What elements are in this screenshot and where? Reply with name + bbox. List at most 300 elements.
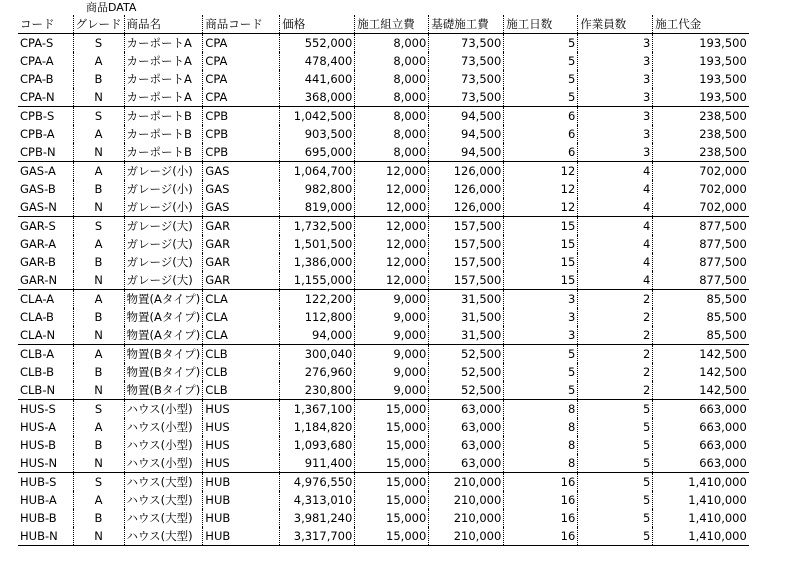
code-cell[interactable]: HUB-N	[18, 527, 73, 546]
grade-cell[interactable]: S	[73, 107, 124, 126]
product-code-cell[interactable]: HUS	[203, 436, 280, 454]
product-code-cell[interactable]: CLA	[203, 308, 280, 326]
assembly-fee-cell[interactable]: 8,000	[355, 143, 429, 162]
product-name-cell[interactable]: 物置(Bタイプ)	[124, 363, 203, 381]
price-cell[interactable]: 1,386,000	[280, 253, 355, 271]
table-row	[18, 125, 749, 143]
code-cell[interactable]: CPB-N	[20, 145, 56, 159]
header-cell[interactable]: 施工代金	[653, 15, 749, 34]
workers-cell[interactable]: 4	[578, 235, 653, 253]
construction-cost-cell[interactable]: 193,500	[653, 88, 749, 107]
table-row	[18, 34, 749, 53]
header-cell[interactable]: 商品名	[124, 15, 203, 34]
assembly-fee-cell[interactable]: 12,000	[355, 271, 429, 290]
grade-cell[interactable]: B	[73, 180, 124, 198]
workers-cell[interactable]: 3	[578, 52, 653, 70]
grade-cell[interactable]: S	[73, 400, 124, 419]
product-name-cell[interactable]: カーポートB	[124, 143, 203, 162]
price-cell[interactable]: 3,317,700	[280, 527, 355, 546]
work-days-cell[interactable]: 12	[504, 162, 578, 181]
construction-cost-cell[interactable]: 238,500	[653, 107, 749, 126]
construction-cost-cell[interactable]: 142,500	[653, 381, 749, 400]
work-days-cell[interactable]: 6	[504, 125, 578, 143]
assembly-fee-cell[interactable]: 12,000	[355, 180, 429, 198]
product-code-cell[interactable]: HUS	[203, 454, 280, 473]
workers-cell[interactable]: 2	[578, 308, 653, 326]
price-cell[interactable]: 1,184,820	[280, 418, 355, 436]
construction-cost-cell[interactable]: 85,500	[653, 308, 749, 326]
foundation-fee-cell[interactable]: 73,500	[429, 70, 504, 88]
code-cell[interactable]: CPA-N	[20, 90, 55, 104]
product-name-cell[interactable]: ガレージ(小)	[124, 198, 203, 217]
foundation-fee-cell[interactable]: 63,000	[429, 436, 504, 454]
price-cell[interactable]: 1,732,500	[280, 217, 355, 236]
workers-cell[interactable]: 4	[578, 217, 653, 236]
construction-cost-cell[interactable]: 1,410,000	[653, 509, 749, 527]
product-name-cell[interactable]: ハウス(大型)	[124, 491, 203, 509]
foundation-fee-cell[interactable]: 63,000	[429, 454, 504, 473]
code-cell[interactable]: HUS-N	[20, 456, 58, 470]
price-cell[interactable]: 903,500	[280, 125, 355, 143]
construction-cost-cell[interactable]: 877,500	[653, 235, 749, 253]
table-row	[18, 271, 749, 290]
construction-cost-cell[interactable]: 142,500	[653, 345, 749, 364]
product-code-cell[interactable]: CPA	[203, 34, 280, 53]
workers-cell[interactable]: 4	[578, 162, 653, 181]
header-cell[interactable]: 施工組立費	[355, 15, 429, 34]
product-code-cell[interactable]: GAS	[203, 162, 280, 181]
assembly-fee-cell[interactable]: 8,000	[355, 107, 429, 126]
workers-cell[interactable]: 3	[578, 70, 653, 88]
construction-cost-cell[interactable]: 877,500	[653, 217, 749, 236]
product-name-cell[interactable]: カーポートA	[124, 70, 203, 88]
table-row	[18, 527, 749, 546]
foundation-fee-cell[interactable]: 94,500	[429, 143, 504, 162]
table-row	[18, 491, 749, 509]
foundation-fee-cell[interactable]: 157,500	[429, 235, 504, 253]
foundation-fee-cell[interactable]: 94,500	[429, 125, 504, 143]
grade-cell[interactable]: N	[73, 454, 124, 473]
workers-cell[interactable]: 5	[578, 473, 653, 492]
construction-cost-cell[interactable]: 142,500	[653, 363, 749, 381]
construction-cost-cell[interactable]: 85,500	[653, 326, 749, 345]
foundation-fee-cell[interactable]: 210,000	[429, 527, 504, 546]
product-name-cell[interactable]: ガレージ(小)	[124, 162, 203, 181]
foundation-fee-cell[interactable]: 73,500	[429, 88, 504, 107]
grade-cell[interactable]: B	[73, 308, 124, 326]
product-name-cell[interactable]: 物置(Aタイプ)	[124, 308, 203, 326]
workers-cell[interactable]: 3	[578, 107, 653, 126]
assembly-fee-cell[interactable]: 8,000	[355, 34, 429, 53]
construction-cost-cell[interactable]: 193,500	[653, 70, 749, 88]
workers-cell[interactable]: 4	[578, 198, 653, 217]
product-code-cell[interactable]: HUS	[203, 418, 280, 436]
work-days-cell[interactable]: 6	[504, 107, 578, 126]
work-days-cell[interactable]: 5	[504, 70, 578, 88]
product-code-cell[interactable]: CPA	[203, 70, 280, 88]
assembly-fee-cell[interactable]: 12,000	[355, 198, 429, 217]
work-days-cell[interactable]: 16	[504, 491, 578, 509]
foundation-fee-cell[interactable]: 31,500	[429, 308, 504, 326]
code-cell[interactable]: CPA-B	[20, 72, 54, 86]
foundation-fee-cell[interactable]: 126,000	[429, 162, 504, 181]
assembly-fee-cell[interactable]: 12,000	[355, 235, 429, 253]
grade-cell[interactable]: N	[73, 527, 124, 546]
price-cell[interactable]: 1,367,100	[280, 400, 355, 419]
assembly-fee-cell[interactable]: 12,000	[355, 217, 429, 236]
assembly-fee-cell[interactable]: 9,000	[355, 381, 429, 400]
header-cell[interactable]: コード	[18, 15, 73, 34]
construction-cost-cell[interactable]: 663,000	[653, 436, 749, 454]
price-cell[interactable]: 94,000	[280, 326, 355, 345]
product-name-cell[interactable]: ガレージ(小)	[124, 180, 203, 198]
product-code-cell[interactable]: HUB	[203, 509, 280, 527]
work-days-cell[interactable]: 5	[504, 381, 578, 400]
product-code-cell[interactable]: GAR	[203, 235, 280, 253]
work-days-cell[interactable]: 8	[504, 400, 578, 419]
foundation-fee-cell[interactable]: 52,500	[429, 381, 504, 400]
product-name-cell[interactable]: ガレージ(大)	[124, 217, 203, 236]
assembly-fee-cell[interactable]: 8,000	[355, 70, 429, 88]
price-cell[interactable]: 230,800	[280, 381, 355, 400]
assembly-fee-cell[interactable]: 8,000	[355, 125, 429, 143]
workers-cell[interactable]: 5	[578, 436, 653, 454]
price-cell[interactable]: 122,200	[280, 290, 355, 309]
product-code-cell[interactable]: CPA	[203, 88, 280, 107]
construction-cost-cell[interactable]: 85,500	[653, 290, 749, 309]
work-days-cell[interactable]: 3	[504, 326, 578, 345]
construction-cost-cell[interactable]: 702,000	[653, 198, 749, 217]
product-code-cell[interactable]: HUB	[203, 473, 280, 492]
foundation-fee-cell[interactable]: 126,000	[429, 180, 504, 198]
assembly-fee-cell[interactable]: 9,000	[355, 345, 429, 364]
workers-cell[interactable]: 5	[578, 491, 653, 509]
product-name-cell[interactable]: ハウス(小型)	[124, 418, 203, 436]
foundation-fee-cell[interactable]: 73,500	[429, 52, 504, 70]
assembly-fee-cell[interactable]: 9,000	[355, 363, 429, 381]
work-days-cell[interactable]: 5	[504, 88, 578, 107]
foundation-fee-cell[interactable]: 157,500	[429, 271, 504, 290]
grade-cell[interactable]: A	[73, 418, 124, 436]
work-days-cell[interactable]: 5	[504, 363, 578, 381]
price-cell[interactable]: 478,400	[280, 52, 355, 70]
product-name-cell[interactable]: カーポートA	[124, 88, 203, 107]
grade-cell[interactable]: N	[73, 198, 124, 217]
code-cell[interactable]: GAS-N	[20, 200, 57, 214]
product-code-cell[interactable]: CLB	[203, 363, 280, 381]
code-cell[interactable]: CLB-B	[20, 365, 54, 379]
table-row	[18, 198, 749, 217]
work-days-cell[interactable]: 15	[504, 271, 578, 290]
header-cell[interactable]: 商品コード	[203, 15, 280, 34]
price-cell[interactable]: 3,981,240	[280, 509, 355, 527]
work-days-cell[interactable]: 5	[504, 345, 578, 364]
assembly-fee-cell[interactable]: 12,000	[355, 253, 429, 271]
construction-cost-cell[interactable]: 1,410,000	[653, 473, 749, 492]
foundation-fee-cell[interactable]: 210,000	[429, 491, 504, 509]
table-row	[18, 235, 749, 253]
workers-cell[interactable]: 4	[578, 180, 653, 198]
workers-cell[interactable]: 2	[578, 290, 653, 309]
header-cell[interactable]: 基礎施工費	[429, 15, 504, 34]
price-cell[interactable]: 1,064,700	[280, 162, 355, 181]
product-name-cell[interactable]: ハウス(小型)	[124, 400, 203, 419]
product-code-cell[interactable]: CPB	[203, 143, 280, 162]
product-name-cell[interactable]: カーポートA	[124, 34, 203, 53]
product-code-cell[interactable]: GAR	[203, 271, 280, 290]
price-cell[interactable]: 368,000	[280, 88, 355, 107]
code-cell[interactable]: CPA-A	[20, 54, 54, 68]
product-code-cell[interactable]: GAR	[203, 253, 280, 271]
product-name-cell[interactable]: ハウス(小型)	[124, 436, 203, 454]
product-name-cell[interactable]: カーポートA	[124, 52, 203, 70]
workers-cell[interactable]: 2	[578, 326, 653, 345]
grade-cell[interactable]: A	[73, 491, 124, 509]
work-days-cell[interactable]: 16	[504, 509, 578, 527]
code-cell[interactable]: HUB-B	[20, 511, 57, 525]
product-name-cell[interactable]: カーポートB	[124, 107, 203, 126]
workers-cell[interactable]: 5	[578, 527, 653, 546]
assembly-fee-cell[interactable]: 15,000	[355, 491, 429, 509]
workers-cell[interactable]: 2	[578, 345, 653, 364]
price-cell[interactable]: 276,960	[280, 363, 355, 381]
workers-cell[interactable]: 4	[578, 253, 653, 271]
workers-cell[interactable]: 3	[578, 143, 653, 162]
foundation-fee-cell[interactable]: 157,500	[429, 253, 504, 271]
work-days-cell[interactable]: 15	[504, 235, 578, 253]
price-cell[interactable]: 1,155,000	[280, 271, 355, 290]
foundation-fee-cell[interactable]: 31,500	[429, 290, 504, 309]
product-name-cell[interactable]: ガレージ(大)	[124, 253, 203, 271]
foundation-fee-cell[interactable]: 210,000	[429, 509, 504, 527]
assembly-fee-cell[interactable]: 9,000	[355, 290, 429, 309]
workers-cell[interactable]: 5	[578, 509, 653, 527]
workers-cell[interactable]: 3	[578, 34, 653, 53]
grade-cell[interactable]: B	[73, 509, 124, 527]
grade-cell[interactable]: N	[73, 143, 124, 162]
header-cell[interactable]: 作業員数	[578, 15, 653, 34]
assembly-fee-cell[interactable]: 8,000	[355, 52, 429, 70]
price-cell[interactable]: 112,800	[280, 308, 355, 326]
assembly-fee-cell[interactable]: 9,000	[355, 326, 429, 345]
work-days-cell[interactable]: 15	[504, 253, 578, 271]
product-name-cell[interactable]: 物置(Aタイプ)	[124, 290, 203, 309]
product-name-cell[interactable]: カーポートB	[124, 125, 203, 143]
product-code-cell[interactable]: CPB	[203, 125, 280, 143]
construction-cost-cell[interactable]: 238,500	[653, 143, 749, 162]
product-name-cell[interactable]: 物置(Aタイプ)	[124, 326, 203, 345]
product-name-cell[interactable]: ガレージ(大)	[124, 235, 203, 253]
product-name-cell[interactable]: ハウス(大型)	[124, 473, 203, 492]
code-cell[interactable]: CPA-S	[20, 36, 54, 50]
grade-cell[interactable]: B	[73, 363, 124, 381]
work-days-cell[interactable]: 15	[504, 217, 578, 236]
product-code-cell[interactable]: CLA	[203, 326, 280, 345]
assembly-fee-cell[interactable]: 15,000	[355, 436, 429, 454]
construction-cost-cell[interactable]: 1,410,000	[653, 527, 749, 546]
code-cell[interactable]: CLB-A	[18, 345, 73, 364]
code-cell[interactable]: HUS-B	[20, 438, 56, 452]
construction-cost-cell[interactable]: 1,410,000	[653, 491, 749, 509]
construction-cost-cell[interactable]: 877,500	[653, 271, 749, 290]
foundation-fee-cell[interactable]: 73,500	[429, 34, 504, 53]
workers-cell[interactable]: 5	[578, 400, 653, 419]
workers-cell[interactable]: 2	[578, 381, 653, 400]
assembly-fee-cell[interactable]: 9,000	[355, 308, 429, 326]
work-days-cell[interactable]: 16	[504, 527, 578, 546]
price-cell[interactable]: 695,000	[280, 143, 355, 162]
grade-cell[interactable]: A	[73, 162, 124, 181]
code-cell[interactable]: CPB-A	[20, 127, 55, 141]
work-days-cell[interactable]: 5	[504, 34, 578, 53]
code-cell[interactable]: GAR-S	[18, 217, 73, 236]
construction-cost-cell[interactable]: 702,000	[653, 180, 749, 198]
construction-cost-cell[interactable]: 663,000	[653, 454, 749, 473]
code-cell[interactable]: HUS-A	[20, 420, 57, 434]
product-code-cell[interactable]: HUB	[203, 527, 280, 546]
construction-cost-cell[interactable]: 663,000	[653, 418, 749, 436]
grade-cell[interactable]: N	[73, 326, 124, 345]
product-name-cell[interactable]: ハウス(小型)	[124, 454, 203, 473]
table-row	[18, 473, 749, 492]
code-cell[interactable]: GAR-A	[20, 237, 57, 251]
price-cell[interactable]: 441,600	[280, 70, 355, 88]
price-cell[interactable]: 552,000	[280, 34, 355, 53]
work-days-cell[interactable]: 8	[504, 418, 578, 436]
product-code-cell[interactable]: CPB	[203, 107, 280, 126]
assembly-fee-cell[interactable]: 15,000	[355, 509, 429, 527]
foundation-fee-cell[interactable]: 126,000	[429, 198, 504, 217]
code-cell[interactable]: HUB-S	[18, 473, 73, 492]
product-code-cell[interactable]: CLA	[203, 290, 280, 309]
workers-cell[interactable]: 3	[578, 125, 653, 143]
code-cell[interactable]: CLB-N	[20, 383, 56, 397]
grade-cell[interactable]: N	[73, 88, 124, 107]
table-row	[18, 143, 749, 162]
foundation-fee-cell[interactable]: 52,500	[429, 345, 504, 364]
work-days-cell[interactable]: 16	[504, 473, 578, 492]
code-cell[interactable]: CLA-A	[18, 290, 73, 309]
workers-cell[interactable]: 3	[578, 88, 653, 107]
assembly-fee-cell[interactable]: 8,000	[355, 88, 429, 107]
foundation-fee-cell[interactable]: 94,500	[429, 107, 504, 126]
assembly-fee-cell[interactable]: 15,000	[355, 400, 429, 419]
assembly-fee-cell[interactable]: 15,000	[355, 527, 429, 546]
product-name-cell[interactable]: ハウス(大型)	[124, 509, 203, 527]
work-days-cell[interactable]: 8	[504, 436, 578, 454]
price-cell[interactable]: 1,042,500	[280, 107, 355, 126]
grade-cell[interactable]: B	[73, 436, 124, 454]
foundation-fee-cell[interactable]: 157,500	[429, 217, 504, 236]
work-days-cell[interactable]: 12	[504, 180, 578, 198]
product-code-cell[interactable]: CLB	[203, 345, 280, 364]
product-name-cell[interactable]: 物置(Bタイプ)	[124, 381, 203, 400]
product-code-cell[interactable]: HUS	[203, 400, 280, 419]
workers-cell[interactable]: 5	[578, 454, 653, 473]
grade-cell[interactable]: A	[73, 125, 124, 143]
construction-cost-cell[interactable]: 663,000	[653, 400, 749, 419]
grade-cell[interactable]: S	[73, 217, 124, 236]
workers-cell[interactable]: 2	[578, 363, 653, 381]
construction-cost-cell[interactable]: 193,500	[653, 52, 749, 70]
foundation-fee-cell[interactable]: 63,000	[429, 418, 504, 436]
assembly-fee-cell[interactable]: 12,000	[355, 162, 429, 181]
price-cell[interactable]: 911,400	[280, 454, 355, 473]
work-days-cell[interactable]: 3	[504, 308, 578, 326]
grade-cell[interactable]: B	[73, 70, 124, 88]
price-cell[interactable]: 819,000	[280, 198, 355, 217]
price-cell[interactable]: 4,313,010	[280, 491, 355, 509]
price-cell[interactable]: 1,093,680	[280, 436, 355, 454]
work-days-cell[interactable]: 5	[504, 52, 578, 70]
work-days-cell[interactable]: 8	[504, 454, 578, 473]
product-code-cell[interactable]: GAS	[203, 180, 280, 198]
grade-cell[interactable]: S	[73, 473, 124, 492]
code-cell[interactable]: HUS-S	[18, 400, 73, 419]
work-days-cell[interactable]: 3	[504, 290, 578, 309]
grade-cell[interactable]: N	[73, 381, 124, 400]
grade-cell[interactable]: A	[73, 290, 124, 309]
grade-cell[interactable]: A	[73, 345, 124, 364]
table-row	[18, 381, 749, 400]
assembly-fee-cell[interactable]: 15,000	[355, 418, 429, 436]
grade-cell[interactable]: B	[73, 253, 124, 271]
foundation-fee-cell[interactable]: 210,000	[429, 473, 504, 492]
code-cell[interactable]: GAS-A	[18, 162, 73, 181]
header-cell[interactable]: 施工日数	[504, 15, 578, 34]
price-cell[interactable]: 300,040	[280, 345, 355, 364]
grade-cell[interactable]: N	[73, 271, 124, 290]
price-cell[interactable]: 4,976,550	[280, 473, 355, 492]
foundation-fee-cell[interactable]: 52,500	[429, 363, 504, 381]
construction-cost-cell[interactable]: 238,500	[653, 125, 749, 143]
construction-cost-cell[interactable]: 877,500	[653, 253, 749, 271]
product-code-cell[interactable]: HUB	[203, 491, 280, 509]
work-days-cell[interactable]: 12	[504, 198, 578, 217]
price-cell[interactable]: 1,501,500	[280, 235, 355, 253]
code-cell[interactable]: CPB-S	[18, 107, 73, 126]
code-cell[interactable]: GAR-B	[20, 255, 56, 269]
workers-cell[interactable]: 5	[578, 418, 653, 436]
product-code-cell[interactable]: CPA	[203, 52, 280, 70]
code-cell[interactable]: HUB-A	[20, 493, 57, 507]
code-cell[interactable]: GAR-N	[20, 273, 58, 287]
product-code-cell[interactable]: CLB	[203, 381, 280, 400]
product-code-cell[interactable]: GAR	[203, 217, 280, 236]
code-cell[interactable]: CLA-N	[20, 328, 56, 342]
product-code-cell[interactable]: GAS	[203, 198, 280, 217]
foundation-fee-cell[interactable]: 31,500	[429, 326, 504, 345]
code-cell[interactable]: GAS-B	[20, 182, 56, 196]
product-name-cell[interactable]: ハウス(大型)	[124, 527, 203, 546]
product-name-cell[interactable]: ガレージ(大)	[124, 271, 203, 290]
grade-cell[interactable]: A	[73, 235, 124, 253]
workers-cell[interactable]: 4	[578, 271, 653, 290]
code-cell[interactable]: CLA-B	[20, 310, 54, 324]
grade-cell[interactable]: A	[73, 52, 124, 70]
header-cell[interactable]: 価格	[280, 15, 355, 34]
price-cell[interactable]: 982,800	[280, 180, 355, 198]
assembly-fee-cell[interactable]: 15,000	[355, 454, 429, 473]
header-cell[interactable]: グレード	[73, 15, 124, 34]
grade-cell[interactable]: S	[73, 34, 124, 53]
construction-cost-cell[interactable]: 193,500	[653, 34, 749, 53]
assembly-fee-cell[interactable]: 15,000	[355, 473, 429, 492]
construction-cost-cell[interactable]: 702,000	[653, 162, 749, 181]
work-days-cell[interactable]: 6	[504, 143, 578, 162]
foundation-fee-cell[interactable]: 63,000	[429, 400, 504, 419]
product-name-cell[interactable]: 物置(Bタイプ)	[124, 345, 203, 364]
